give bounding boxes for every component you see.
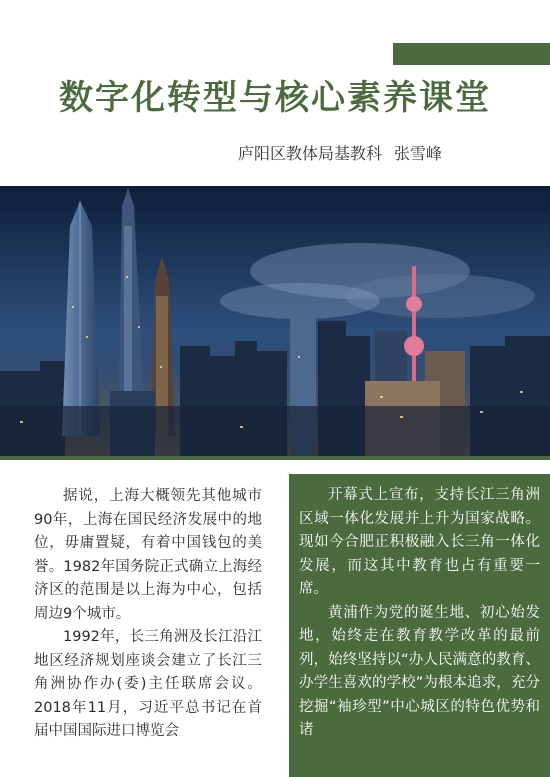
header-accent-bar xyxy=(393,43,550,65)
author-name: 张雪峰 xyxy=(394,144,443,163)
author-byline xyxy=(238,142,538,166)
city-skyline-photo xyxy=(0,186,550,460)
right-highlight-column xyxy=(289,474,550,777)
right-paragraph-2: 黄浦作为党的诞生地、初心始发地，始终走在教育教学改革的最前列，始终坚持以“办人民满意的教育、办学生喜欢的学校”为根本追求，充分挖掘“袖珍型”中心城区的特色优势和诸 xyxy=(299,604,540,738)
right-paragraph-1: 开幕式上宣布，支持长江三角洲区域一体化发展并上升为国家战略。现如今合肥正积极融入长三角一体化发展，而这其中教育也占有重要一席。 xyxy=(299,487,540,597)
left-paragraph-2: 1992年，长三角洲及长江沿江地区经济规划座谈会建立了长江三角洲协作办(委)主任联席会议。2018年11月，习近平总书记在首届中国国际进口博览会 xyxy=(34,629,262,739)
left-paragraph-1: 据说，上海大概领先其他城市90年，上海在国民经济发展中的地位，毋庸置疑，有着中国钱包的美誉。1982年国务院正式确立上海经济区的范围是以上海为中心，包括周边9个城市。 xyxy=(34,488,262,622)
author-organization: 庐阳区教体局基教科 xyxy=(238,144,383,163)
article-title: 数字化转型与核心素养课堂 xyxy=(59,78,491,118)
left-text-column xyxy=(34,485,262,744)
skyline-illustration xyxy=(0,186,550,456)
